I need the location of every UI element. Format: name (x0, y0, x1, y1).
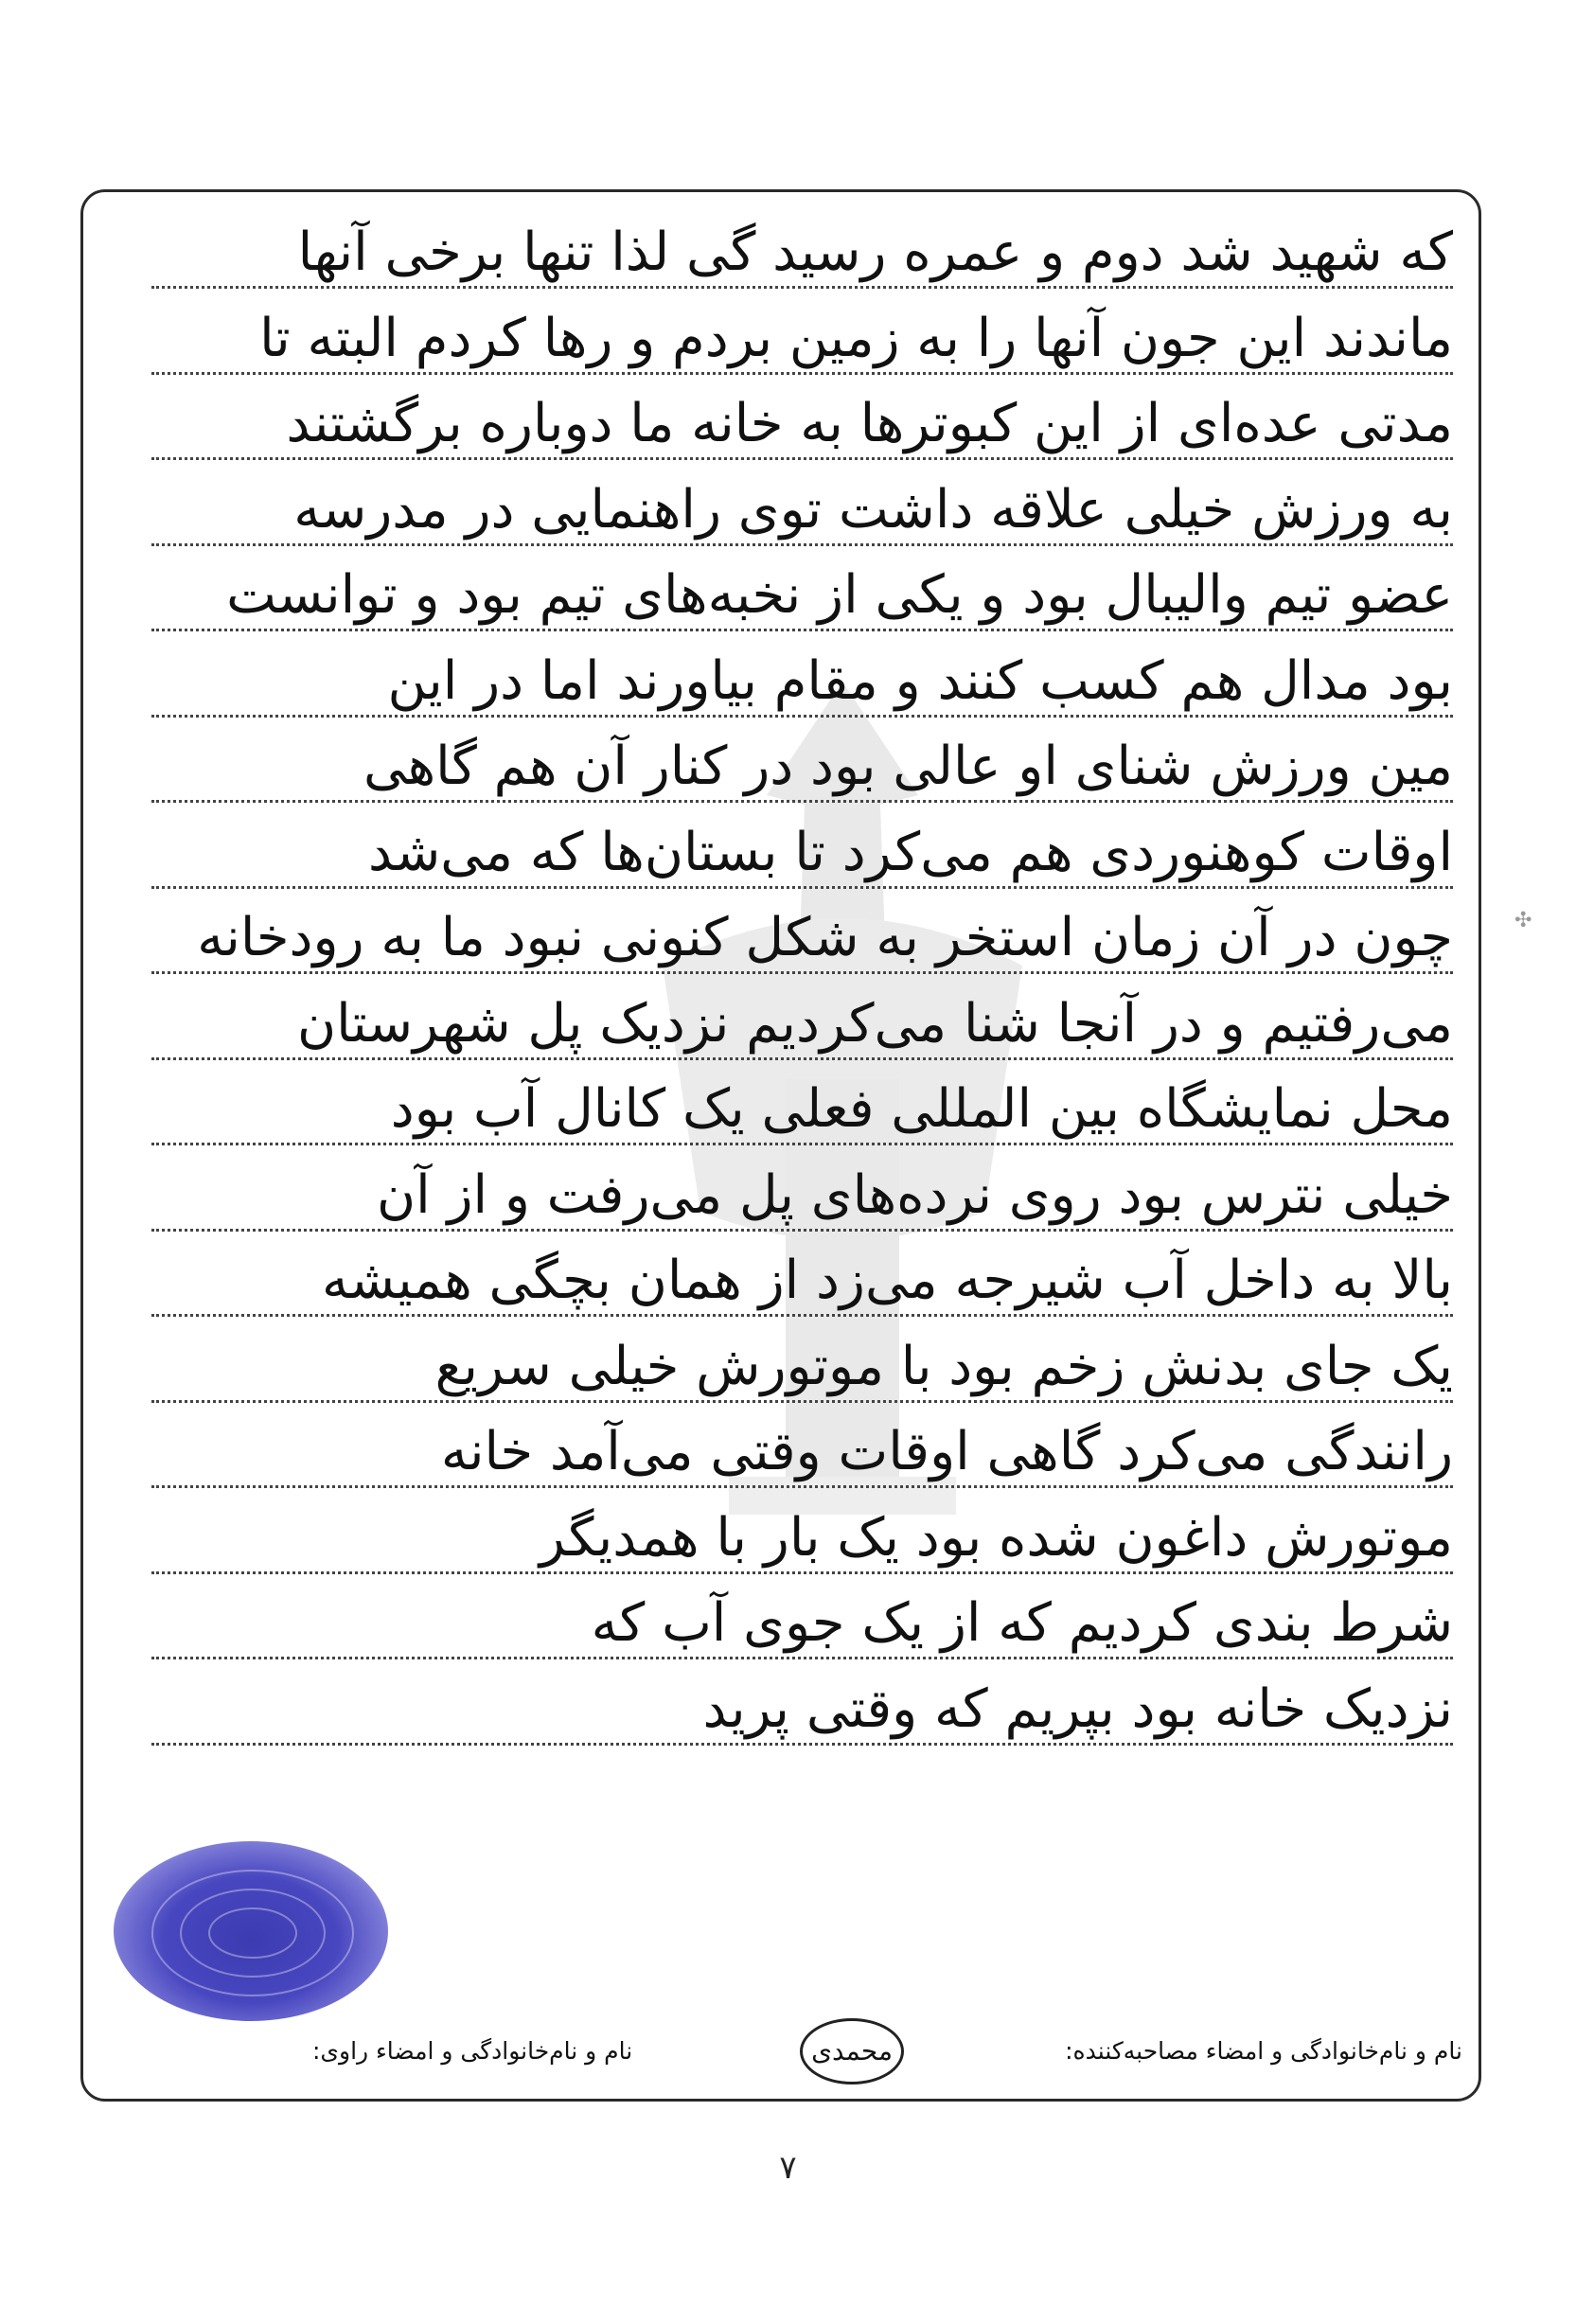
dotted-guide-line (151, 1229, 1453, 1232)
handwriting-text: به ورزش خیلی علاقه داشت توی راهنمایی در مدرسه (293, 478, 1453, 541)
dotted-guide-line (151, 1485, 1453, 1488)
handwritten-line (151, 1584, 1453, 1667)
handwriting-text: محل نمایشگاه بین المللی فعلی یک کانال آب بود (390, 1078, 1453, 1140)
narrator-label: نام و نام‌خانوادگی و امضاء راوی: (312, 2037, 633, 2065)
handwritten-line (151, 898, 1453, 982)
handwriting-text: می‌رفتیم و در آنجا شنا می‌کردیم نزدیک پل شهرستان (296, 992, 1453, 1055)
dotted-guide-line (151, 1143, 1453, 1145)
handwriting-text: ماندند این جون آنها را به زمین بردم و رها کردم البته تا (259, 307, 1453, 369)
dotted-guide-line (151, 971, 1453, 974)
dotted-guide-line (151, 457, 1453, 460)
handwriting-text: که شهید شد دوم و عمره رسید گی لذا تنها برخی آنها (297, 222, 1453, 283)
paper-speck: ✣ (1514, 909, 1532, 932)
page-number: ۷ (779, 2149, 797, 2187)
handwritten-line (151, 1412, 1453, 1496)
handwriting-text: بود مدال هم کسب کنند و مقام بیاورند اما در این (387, 649, 1453, 712)
handwritten-line (151, 384, 1453, 468)
handwriting-text: یک جای بدنش زخم بود با موتورش خیلی سریع (434, 1335, 1453, 1397)
dotted-guide-line (151, 1657, 1453, 1659)
handwritten-line (151, 213, 1453, 296)
handwriting-text: خیلی نترس بود روی نرده‌های پل می‌رفت و از آن (376, 1163, 1453, 1226)
handwritten-line (151, 642, 1453, 725)
handwriting-text: مدتی عده‌ای از این کبوترها به خانه ما دوباره برگشتند (286, 393, 1453, 454)
dotted-guide-line (151, 1743, 1453, 1746)
handwritten-line (151, 1156, 1453, 1239)
handwritten-line (151, 813, 1453, 896)
handwritten-line (151, 727, 1453, 810)
handwritten-line (151, 470, 1453, 554)
dotted-guide-line (151, 1057, 1453, 1060)
handwriting-text: اوقات کوهنوردی هم می‌کرد تا بستان‌ها که می‌شد (367, 821, 1453, 883)
handwriting-text: بالا به داخل آب شیرجه می‌زد از همان بچگی همیشه (321, 1250, 1453, 1311)
handwritten-line (151, 1070, 1453, 1153)
dotted-guide-line (151, 800, 1453, 803)
handwriting-text: عضو تیم والیبال بود و یکی از نخبه‌های تیم بود و توانست (226, 564, 1453, 626)
dotted-guide-line (151, 286, 1453, 289)
dotted-guide-line (151, 1571, 1453, 1574)
interviewer-label: نام و نام‌خانوادگی و امضاء مصاحبه‌کننده: (1065, 2037, 1462, 2065)
handwriting-text: شرط بندی کردیم که از یک جوی آب که (591, 1592, 1453, 1654)
handwritten-line (151, 1499, 1453, 1582)
handwriting-text: نزدیک خانه بود بپریم که وقتی پرید (702, 1677, 1453, 1740)
handwriting-text: رانندگی می‌کرد گاهی اوقات وقتی می‌آمد خانه (440, 1421, 1453, 1482)
dotted-guide-line (151, 1400, 1453, 1403)
handwriting-text: موتورش داغون شده بود یک بار با همدیگر (539, 1506, 1453, 1569)
dotted-guide-line (151, 372, 1453, 375)
dotted-guide-line (151, 715, 1453, 718)
handwritten-line (151, 985, 1453, 1068)
handwritten-line (151, 1241, 1453, 1324)
fingerprint-stamp (114, 1841, 388, 2021)
dotted-guide-line (151, 543, 1453, 546)
handwritten-line (151, 1670, 1453, 1753)
handwritten-line (151, 556, 1453, 639)
handwritten-line (151, 299, 1453, 382)
handwriting-text: مین ورزش شنای او عالی بود در کنار آن هم گاهی (363, 736, 1453, 797)
handwriting-text: چون در آن زمان استخر به شکل کنونی نبود ما به رودخانه (197, 907, 1453, 968)
dotted-guide-line (151, 886, 1453, 889)
dotted-guide-line (151, 1314, 1453, 1317)
dotted-guide-line (151, 629, 1453, 631)
handwritten-line (151, 1327, 1453, 1410)
interviewer-signature: محمدی (800, 2018, 904, 2085)
